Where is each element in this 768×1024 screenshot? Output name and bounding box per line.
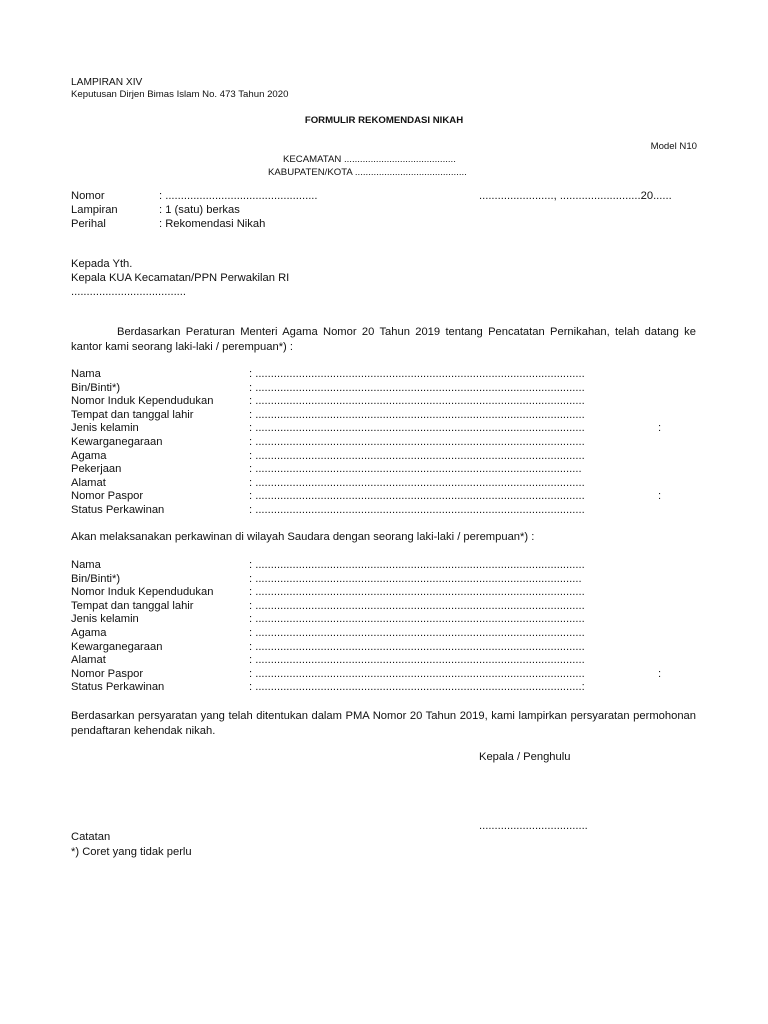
field-value: : .......................................................................................................... xyxy=(249,395,585,408)
kecamatan-line: KECAMATAN .......................................... xyxy=(283,154,456,165)
field-label: Status Perkawinan xyxy=(71,681,165,694)
field-value: : .......................................................................................................... xyxy=(249,667,585,680)
field-value: : ......................................................................................................... xyxy=(249,572,582,585)
field-value: : .......................................................................................................... xyxy=(249,559,585,571)
field-value: : .......................................................................................................... xyxy=(249,627,585,639)
nomor-label: Nomor xyxy=(71,190,105,202)
field-label: Kewarganegaraan xyxy=(71,640,163,653)
field-label: Bin/Binti*) xyxy=(71,381,121,394)
field-value: : .......................................................................................................... xyxy=(249,504,585,516)
field-value: : .......................................................................................................... xyxy=(249,368,585,380)
field-value: : .......................................................................................................... xyxy=(249,476,585,489)
field-extra-colon: : xyxy=(658,490,662,503)
keputusan-reference: Keputusan Dirjen Bimas Islam No. 473 Tahun 2020 xyxy=(71,89,289,100)
field-label: Nomor Induk Kependudukan xyxy=(71,395,214,408)
field-label: Jenis kelamin xyxy=(71,422,139,435)
model-code: Model N10 xyxy=(650,141,697,152)
perihal-label: Perihal xyxy=(71,218,106,230)
field-value: : .......................................................................................................... xyxy=(249,613,585,626)
field-label: Nomor Paspor xyxy=(71,667,144,680)
signature-line: ................................... xyxy=(479,820,588,832)
lampiran-heading: LAMPIRAN XIV xyxy=(71,77,143,88)
field-extra-colon: : xyxy=(658,667,662,680)
field-label: Nomor Induk Kependudukan xyxy=(71,586,214,599)
field-label: Status Perkawinan xyxy=(71,504,165,516)
field-label: Nomor Paspor xyxy=(71,490,144,503)
field-label: Jenis kelamin xyxy=(71,613,139,626)
lampiran-value: : 1 (satu) berkas xyxy=(159,204,240,216)
field-label: Nama xyxy=(71,559,101,571)
field-label: Tempat dan tanggal lahir xyxy=(71,599,194,612)
field-label: Pekerjaan xyxy=(71,463,122,476)
date-line: ........................, ..........................20...... xyxy=(479,190,672,202)
field-value: : .......................................................................................................... xyxy=(249,436,585,448)
field-value: : .......................................................................................................... xyxy=(249,422,585,435)
closing-paragraph: Berdasarkan persyaratan yang telah ditentukan dalam PMA Nomor 20 Tahun 2019, kami lampirkan persyaratan permohonan pendaftaran kehendak nikah. xyxy=(71,710,696,737)
form-title: FORMULIR REKOMENDASI NIKAH xyxy=(304,115,464,126)
field-label: Kewarganegaraan xyxy=(71,436,163,448)
field-label: Agama xyxy=(71,627,107,639)
field-label: Alamat xyxy=(71,654,106,667)
recipient-office: Kepala KUA Kecamatan/PPN Perwakilan RI xyxy=(71,272,290,284)
perihal-value: : Rekomendasi Nikah xyxy=(159,218,266,230)
field-value: : .......................................................................................................... xyxy=(249,586,585,599)
field-value: : .......................................................................................................... xyxy=(249,654,585,667)
notes-item: *) Coret yang tidak perlu xyxy=(71,846,192,858)
field-value: : .........................................................................................................: xyxy=(249,681,585,694)
field-value: : .......................................................................................................... xyxy=(249,490,585,503)
field-value: : .......................................................................................................... xyxy=(249,408,585,421)
field-value: : .......................................................................................................... xyxy=(249,599,585,612)
field-value: : .......................................................................................................... xyxy=(249,449,585,462)
field-label: Nama xyxy=(71,368,101,380)
field-value: : .......................................................................................................... xyxy=(249,381,585,394)
field-label: Bin/Binti*) xyxy=(71,572,121,585)
middle-paragraph: Akan melaksanakan perkawinan di wilayah Saudara dengan seorang laki-laki / perempuan*) : xyxy=(71,531,535,543)
recipient-placeholder: ..................................... xyxy=(71,286,187,298)
field-label: Alamat xyxy=(71,476,106,489)
field-label: Tempat dan tanggal lahir xyxy=(71,408,194,421)
field-value: : ......................................................................................................... xyxy=(249,463,582,476)
lampiran-label: Lampiran xyxy=(71,204,118,216)
signature-role: Kepala / Penghulu xyxy=(479,751,571,763)
field-label: Agama xyxy=(71,449,107,462)
field-extra-colon: : xyxy=(658,422,662,435)
intro-paragraph: Berdasarkan Peraturan Menteri Agama Nomor 20 Tahun 2019 tentang Pencatatan Pernikahan, telah datang ke kantor kami seorang laki-laki / perempuan*) : xyxy=(71,326,696,353)
notes-title: Catatan xyxy=(71,831,111,843)
field-value: : .......................................................................................................... xyxy=(249,640,585,653)
recipient-salutation: Kepada Yth. xyxy=(71,258,133,270)
kabupaten-line: KABUPATEN/KOTA .......................................... xyxy=(268,167,467,178)
nomor-value: : ................................................. xyxy=(159,190,318,202)
